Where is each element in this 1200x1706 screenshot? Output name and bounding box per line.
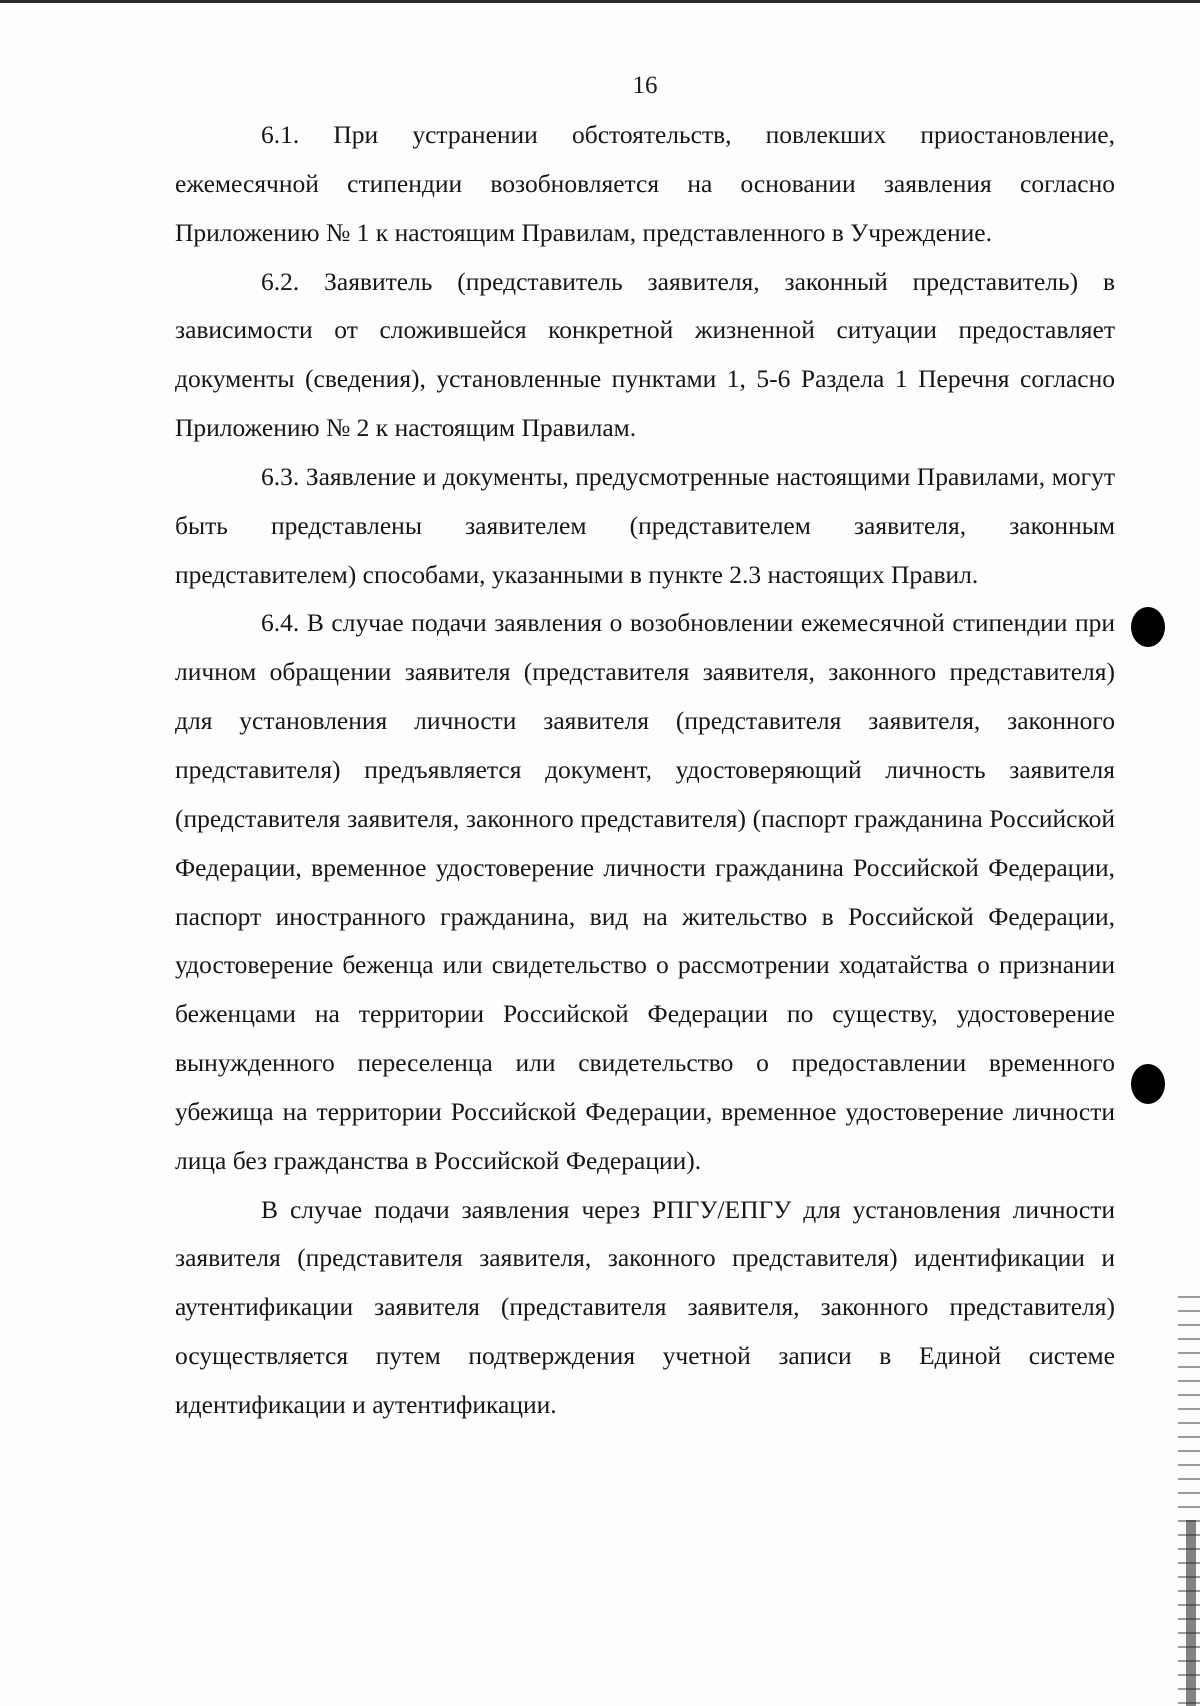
paragraph-6-2: 6.2. Заявитель (представитель заявителя, законный представитель) в зависимости от сложившейся конкретной жизненной ситуации предоставляет документы (сведения), установленные пунктами 1, 5-6 Раздела 1 Перечня согласно Приложению № 2 к настоящим Правилам. (175, 266, 1115, 443)
paragraph-6-4-continued: В случае подачи заявления через РПГУ/ЕПГУ для установления личности заявителя (представителя заявителя, законного представителя) идентификации и аутентификации заявителя (представителя заявителя, законного представителя) осуществляется путем подтверждения учетной записи в Единой системе идентификации и аутентификации. (175, 1194, 1115, 1419)
scan-artifact (1186, 1520, 1196, 1706)
scan-top-edge (0, 0, 1200, 3)
paragraph-6-3: 6.3. Заявление и документы, предусмотренные настоящими Правилами, могут быть представлены заявителем (представителем заявителя, законным представителем) способами, указанными в пункте 2.3 настоящих Правил. (175, 461, 1115, 589)
page-number: 16 (632, 72, 658, 99)
document-body (175, 111, 1115, 1430)
binder-hole-mark (1131, 607, 1165, 647)
binder-hole-mark (1131, 1064, 1165, 1104)
paragraph-6-1: 6.1. При устранении обстоятельств, повлекших приостановление, ежемесячной стипендии возобновляется на основании заявления согласно Приложению № 1 к настоящим Правилам, представленного в Учреждение. (175, 120, 1115, 247)
paragraph-6-4: 6.4. В случае подачи заявления о возобновлении ежемесячной стипендии при личном обращении заявителя (представителя заявителя, законного представителя) для установления личности заявителя (представителя заявителя, законного представителя) предъявляется документ, удостоверяющий личность заявителя (представителя заявителя, законного представителя) (паспорт гражданина Российской Федерации, временное удостоверение личности гражданина Российской Федерации, паспорт иностранного гражданина, вид на жительство в Российской Федерации, удостоверение беженца или свидетельство о рассмотрении ходатайства о признании беженцами на территории Российской Федерации по существу, удостоверение вынужденного переселенца или свидетельство о предоставлении временного убежища на территории Российской Федерации, временное удостоверение личности лица без гражданства в Российской Федерации). (175, 608, 1115, 1175)
